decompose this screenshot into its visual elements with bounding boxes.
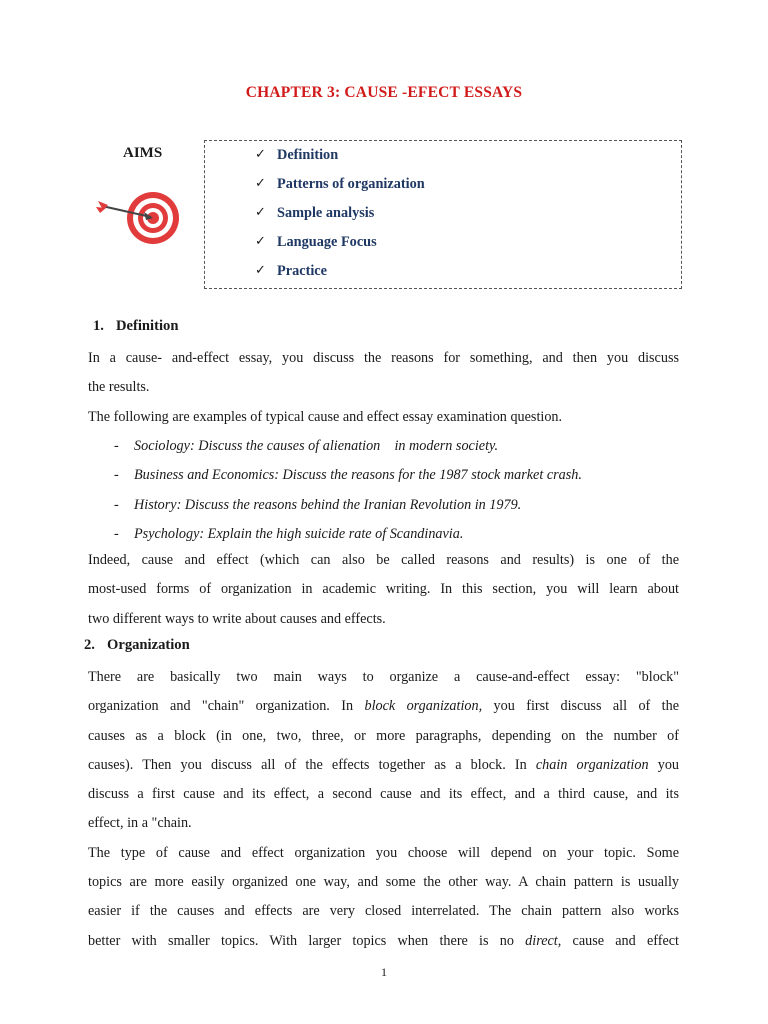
- dash-bullet: -: [114, 467, 119, 484]
- section-number: 1.: [93, 318, 104, 334]
- list-item-text: Business and Economics: Discuss the reasons for the 1987 stock market crash.: [134, 467, 582, 484]
- aims-item-label: Patterns of organization: [277, 176, 425, 192]
- italic-term: direct,: [525, 932, 562, 949]
- text-line: the results.: [88, 379, 150, 396]
- text-line: causes as a block (in one, two, three, or more paragraphs, depending on the number of: [88, 727, 679, 744]
- italic-term: chain organization: [535, 756, 649, 773]
- aims-box: [204, 140, 682, 289]
- aims-label: AIMS: [123, 145, 163, 161]
- section-heading-organization: [84, 637, 190, 654]
- aims-item-label: Practice: [277, 263, 327, 279]
- text-line: [88, 751, 679, 780]
- italic-term: block organization,: [364, 698, 483, 715]
- text-line: effect, in a "chain.: [88, 815, 192, 832]
- text-line: [88, 692, 679, 721]
- aims-item: [255, 262, 425, 291]
- text-line: most-used forms of organization in academic writing. In this section, you will learn about: [88, 581, 679, 598]
- list-item-text: Psychology: Explain the high suicide rate of Scandinavia.: [134, 525, 464, 542]
- aims-list: [255, 146, 425, 291]
- text-line: easier if the causes and effects are very closed interrelated. The chain pattern also works: [88, 903, 679, 920]
- section-heading-definition: [93, 318, 178, 335]
- dash-bullet: -: [114, 438, 119, 454]
- text-line: [88, 927, 679, 956]
- list-item-text: History: Discuss the reasons behind the Iranian Revolution in 1979.: [134, 496, 522, 513]
- text-line: topics are more easily organized one way, and some the other way. A chain pattern is usually: [88, 874, 679, 891]
- aims-item: [255, 204, 425, 233]
- text-line: discuss a first cause and its effect, a second cause and its effect, and a third cause, and its: [88, 786, 679, 803]
- chapter-title: CHAPTER 3: CAUSE -EFECT ESSAYS: [245, 84, 523, 101]
- text-run: cause and effect: [561, 932, 679, 949]
- text-run: causes). Then you discuss all of the effects together as a block. In: [88, 756, 536, 773]
- examples-list: [114, 432, 582, 549]
- text-run: better with smaller topics. With larger topics when there is no: [88, 932, 526, 949]
- paragraph: [88, 546, 679, 634]
- text-line: The following are examples of typical cause and effect essay examination question.: [88, 408, 563, 425]
- target-arrow-icon: [94, 190, 184, 246]
- check-icon: ✓: [255, 234, 266, 249]
- text-run: you first discuss all of the: [482, 698, 679, 715]
- paragraph: [88, 344, 679, 432]
- section-title: Organization: [107, 637, 190, 653]
- dash-bullet: -: [114, 496, 119, 513]
- list-item: [114, 491, 582, 520]
- text-run: you: [648, 756, 680, 773]
- text-line: In a cause- and-effect essay, you discuss the reasons for something, and then you discuss: [88, 350, 679, 366]
- check-icon: ✓: [255, 263, 266, 278]
- text-run: organization and "chain" organization. In: [88, 698, 365, 715]
- aims-item-label: Definition: [277, 147, 339, 163]
- aims-item: [255, 146, 425, 175]
- section-number: 2.: [84, 637, 95, 653]
- text-line: Indeed, cause and effect (which can also be called reasons and results) is one of the: [88, 552, 679, 568]
- check-icon: ✓: [255, 176, 266, 191]
- dash-bullet: -: [114, 525, 119, 542]
- list-item: [114, 520, 582, 549]
- check-icon: ✓: [255, 147, 266, 162]
- list-item-text: Sociology: Discuss the causes of alienation in modern society.: [134, 438, 499, 454]
- aims-item-label: Language Focus: [277, 234, 377, 250]
- list-item: [114, 461, 582, 490]
- text-line: two different ways to write about causes and effects.: [88, 610, 386, 627]
- list-item: [114, 432, 582, 461]
- section-title: Definition: [116, 318, 179, 334]
- aims-item: [255, 233, 425, 262]
- aims-item: [255, 175, 425, 204]
- text-line: The type of cause and effect organization you choose will depend on your topic. Some: [88, 844, 679, 861]
- text-line: There are basically two main ways to organize a cause-and-effect essay: "block": [88, 669, 679, 685]
- check-icon: ✓: [255, 205, 266, 220]
- page-number: 1: [381, 965, 387, 979]
- aims-item-label: Sample analysis: [277, 205, 375, 221]
- paragraph: [88, 663, 679, 956]
